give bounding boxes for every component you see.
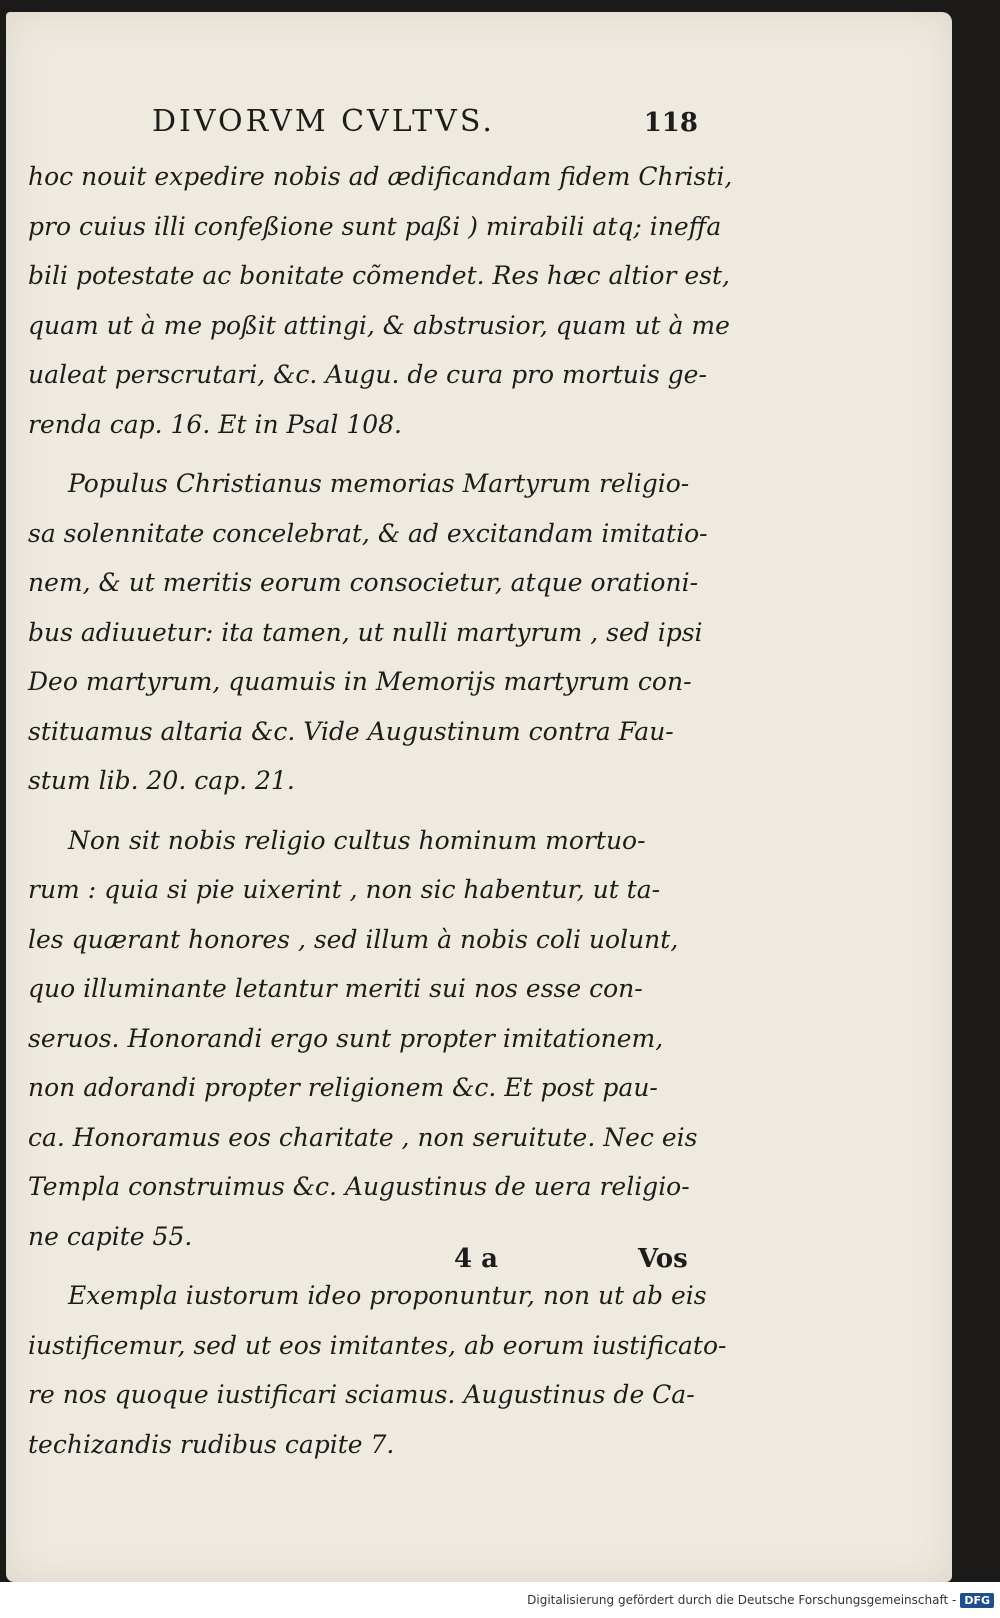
catchword: Vos [638, 1244, 688, 1274]
text-line: quam ut à me poßit attingi, & abstrusior, quam ut à me [28, 310, 730, 340]
text-line: les quærant honores , sed illum à nobis coli uolunt, [28, 924, 679, 954]
text-line: nem, & ut meritis eorum consocietur, atque orationi- [28, 568, 699, 597]
book-page [6, 12, 952, 1582]
text-line: rum : quia si pie uixerint , non sic habentur, ut ta- [28, 875, 661, 904]
signature-mark: 4 a [454, 1244, 498, 1274]
dfg-logo-icon: DFG [960, 1593, 994, 1608]
text-line: quo illuminante letantur meriti sui nos esse con- [28, 974, 643, 1003]
paragraph [28, 1271, 727, 1469]
text-line: ualeat perscrutari, &c. Augu. de cura pro mortuis ge- [28, 360, 707, 389]
text-line: renda cap. 16. Et in Psal 108. [28, 409, 402, 439]
text-line: iustificemur, sed ut eos imitantes, ab eorum iustificato- [28, 1330, 727, 1360]
text-block [28, 104, 733, 1479]
text-line: re nos quoque iustificari sciamus. Augustinus de Ca- [28, 1380, 695, 1409]
text-line: stum lib. 20. cap. 21. [28, 766, 295, 795]
paragraph [28, 152, 733, 449]
text-line: techizandis rudibus capite 7. [28, 1429, 395, 1459]
text-line: seruos. Honorandi ergo sunt propter imitationem, [28, 1023, 664, 1053]
text-line: stituamus altaria &c. Vide Augustinum contra Fau- [28, 716, 674, 746]
text-line: ca. Honoramus eos charitate , non seruitute. Nec eis [28, 1122, 698, 1152]
paragraph [28, 816, 698, 1262]
body-text [28, 152, 733, 1469]
running-head-title: DIVORVM CVLTVS. [152, 104, 495, 139]
footer-credit: Digitalisierung gefördert durch die Deutsche Forschungsgemeinschaft - [527, 1593, 957, 1607]
page-number: 118 [643, 108, 698, 138]
text-line: Deo martyrum, quamuis in Memorijs martyrum con- [28, 667, 692, 696]
text-line: hoc nouit expedire nobis ad ædificandam fidem Christi, [28, 162, 733, 191]
text-line: bili potestate ac bonitate cõmendet. Res hæc altior est, [28, 261, 730, 290]
text-line: Exempla iustorum ideo proponuntur, non ut ab eis [68, 1281, 707, 1310]
paragraph [28, 459, 708, 806]
text-line: bus adiuuetur: ita tamen, ut nulli martyrum , sed ipsi [28, 617, 703, 647]
running-head [28, 104, 698, 152]
text-line: non adorandi propter religionem &c. Et post pau- [28, 1073, 658, 1102]
text-line: Populus Christianus memorias Martyrum religio- [68, 469, 690, 498]
text-line: pro cuius illi confeßione sunt paßi ) mirabili atq; ineffa [28, 211, 722, 241]
text-line: ne capite 55. [28, 1221, 193, 1251]
text-line: Non sit nobis religio cultus hominum mortuo- [68, 825, 646, 855]
text-line: Templa construimus &c. Augustinus de uera religio- [28, 1172, 690, 1201]
text-line: sa solennitate concelebrat, & ad excitandam imitatio- [28, 518, 708, 548]
digitization-footer [0, 1582, 1000, 1618]
